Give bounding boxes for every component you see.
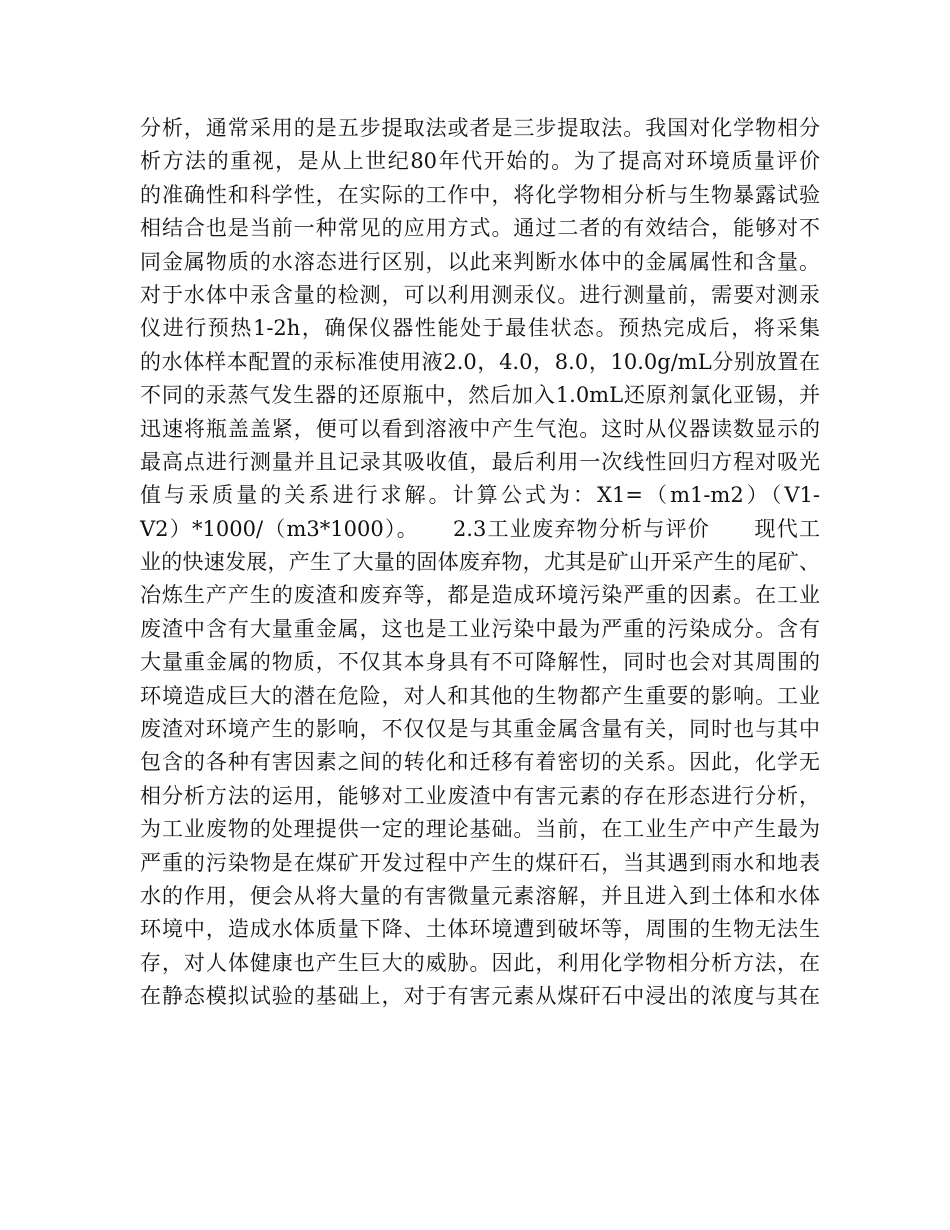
- text-line: 析方法的重视，是从上世纪80年代开始的。为了提高对环境质量评价: [140, 149, 820, 174]
- text-line: 在静态模拟试验的基础上，对于有害元素从煤矸石中浸出的浓度与其在: [140, 984, 820, 1009]
- text-line: 相分析方法的运用，能够对工业废渣中有害元素的存在形态进行分析，: [140, 783, 820, 808]
- text-line: 废渣中含有大量重金属，这也是工业污染中最为严重的污染成分。含有: [140, 616, 820, 641]
- text-line: 冶炼生产产生的废渣和废弃等，都是造成环境污染严重的因素。在工业: [140, 583, 820, 608]
- text-line: 水的作用，便会从将大量的有害微量元素溶解，并且进入到土体和水体: [140, 883, 820, 908]
- text-line: 环境造成巨大的潜在危险，对人和其他的生物都产生重要的影响。工业: [140, 683, 820, 708]
- text-line: 最高点进行测量并且记录其吸收值，最后利用一次线性回归方程对吸光: [140, 449, 820, 474]
- text-line: 对于水体中汞含量的检测，可以利用测汞仪。进行测量前，需要对测汞: [140, 282, 820, 307]
- text-line: 废渣对环境产生的影响，不仅仅是与其重金属含量有关，同时也与其中: [140, 717, 820, 742]
- text-line: 迅速将瓶盖盖紧，便可以看到溶液中产生气泡。这时从仪器读数显示的: [140, 416, 820, 441]
- text-line: 的准确性和科学性，在实际的工作中，将化学物相分析与生物暴露试验: [140, 182, 820, 207]
- text-line: 环境中，造成水体质量下降、土体环境遭到破坏等，周围的生物无法生: [140, 917, 820, 942]
- text-line: 值与汞质量的关系进行求解。计算公式为：X1=（m1-m2）（V1-: [140, 483, 820, 508]
- text-line: 业的快速发展，产生了大量的固体废弃物，尤其是矿山开采产生的尾矿、: [140, 550, 820, 575]
- text-line: V2）*1000/（m3*1000）。 2.3工业废弃物分析与评价 现代工: [140, 516, 820, 541]
- text-line: 包含的各种有害因素之间的转化和迁移有着密切的关系。因此，化学无: [140, 750, 820, 775]
- body-text: [140, 112, 820, 1014]
- text-line: 同金属物质的水溶态进行区别，以此来判断水体中的金属属性和含量。: [140, 249, 820, 274]
- text-line: 大量重金属的物质，不仅其本身具有不可降解性，同时也会对其周围的: [140, 650, 820, 675]
- text-line: 严重的污染物是在煤矿开发过程中产生的煤矸石，当其遇到雨水和地表: [140, 850, 820, 875]
- text-line: 相结合也是当前一种常见的应用方式。通过二者的有效结合，能够对不: [140, 216, 820, 241]
- text-line: 存，对人体健康也产生巨大的威胁。因此，利用化学物相分析方法，在: [140, 950, 820, 975]
- text-line: 为工业废物的处理提供一定的理论基础。当前，在工业生产中产生最为: [140, 817, 820, 842]
- text-line: 的水体样本配置的汞标准使用液2.0，4.0，8.0，10.0g/mL分别放置在: [140, 349, 820, 374]
- text-line: 仪进行预热1-2h，确保仪器性能处于最佳状态。预热完成后，将采集: [140, 316, 820, 341]
- text-line: 不同的汞蒸气发生器的还原瓶中，然后加入1.0mL还原剂氯化亚锡，并: [140, 383, 820, 408]
- text-line: 分析，通常采用的是五步提取法或者是三步提取法。我国对化学物相分: [140, 116, 820, 140]
